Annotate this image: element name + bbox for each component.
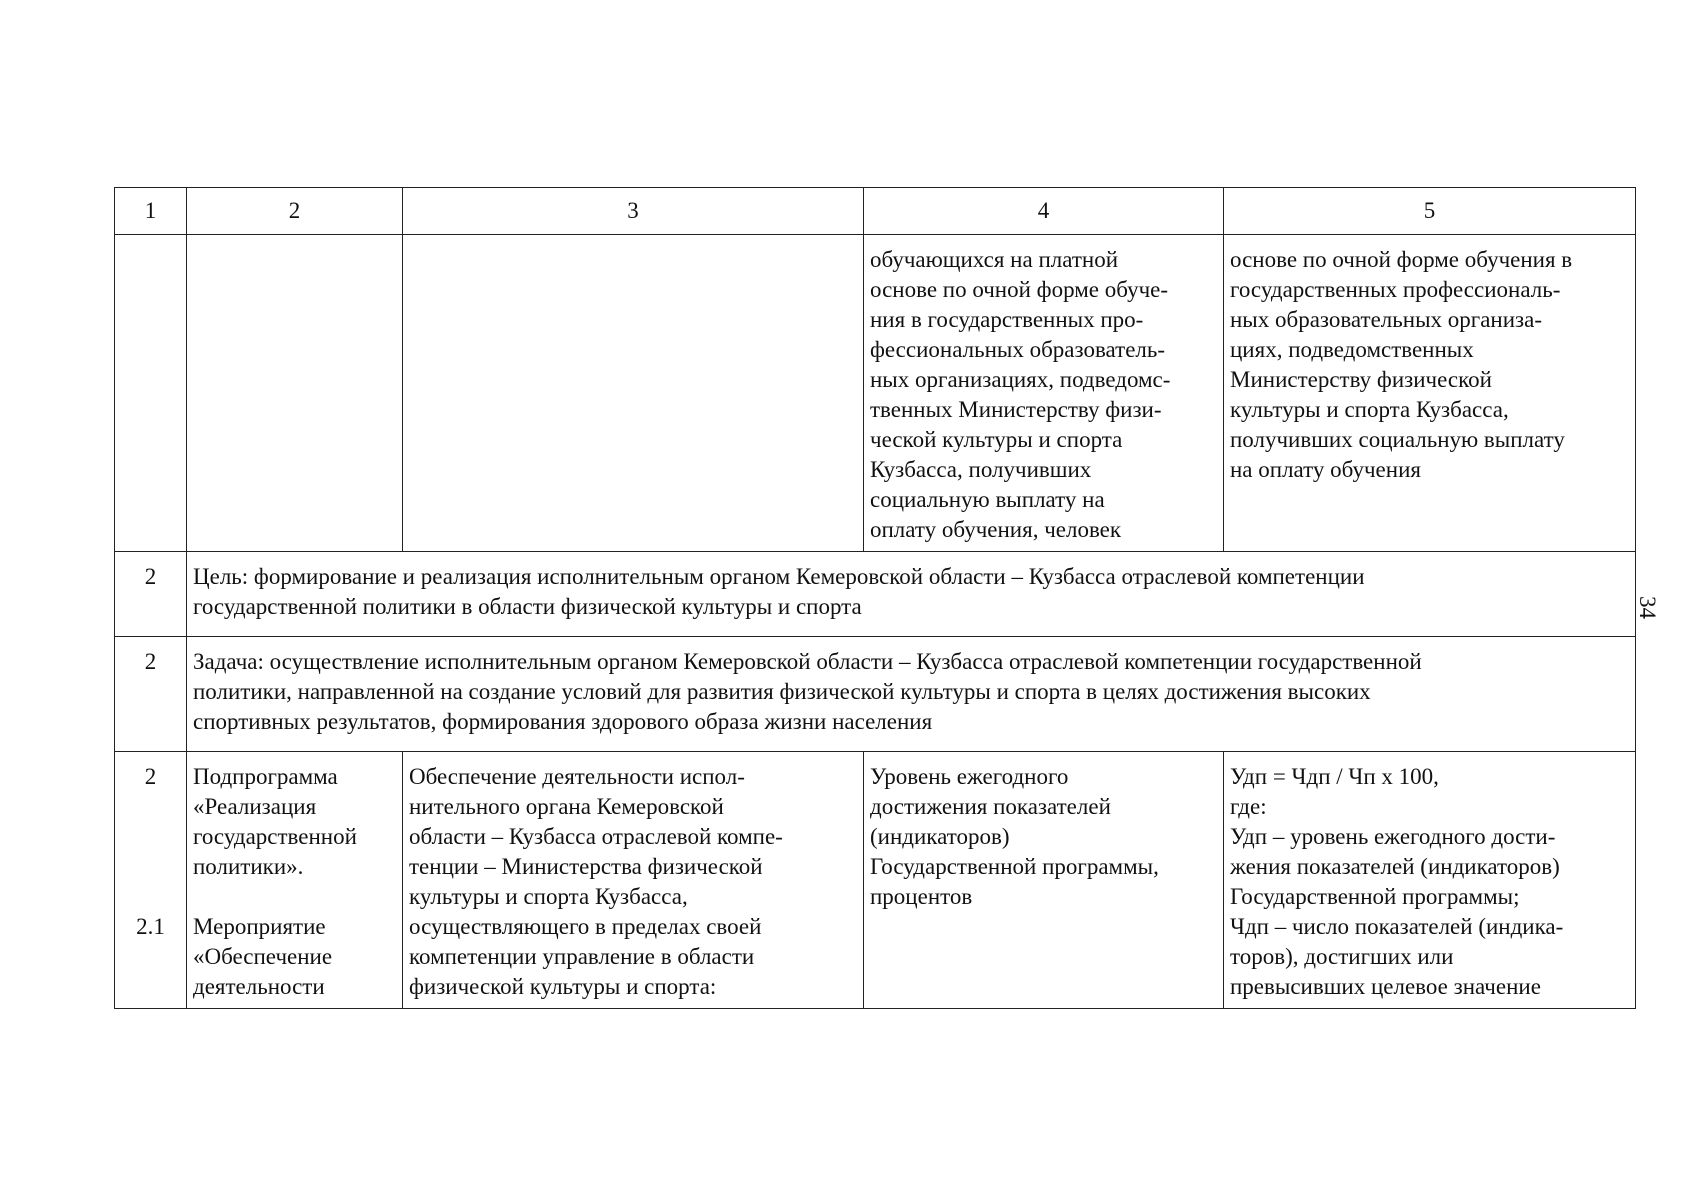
subprogram-name-cell: [187, 752, 403, 1009]
text-line: циях, подведомственных: [1230, 337, 1474, 362]
task-row: [115, 637, 1636, 752]
text-line: Задача: осуществление исполнительным органом Кемеровской области – Кузбасса отраслевой компетенции государственной: [193, 649, 1422, 674]
activity-description-cell: [403, 752, 864, 1009]
text-line: (индикаторов): [870, 824, 1010, 849]
indicator-name-cell: [864, 235, 1224, 552]
text-line: где:: [1230, 794, 1267, 819]
row-number: 2: [115, 552, 187, 637]
subprogram-row: [115, 752, 1636, 1009]
text-line: культуры и спорта Кузбасса,: [409, 884, 688, 909]
row-number-cell: [115, 752, 187, 1009]
text-line: Уровень ежегодного: [870, 764, 1069, 789]
page-number: 34: [1635, 596, 1660, 619]
text-line: Цель: формирование и реализация исполнительным органом Кемеровской области – Кузбасса отраслевой компетенции: [193, 564, 1365, 589]
text-line: основе по очной форме обуче-: [870, 277, 1169, 302]
text-line: Кузбасса, получивших: [870, 457, 1092, 482]
text-line: получивших социальную выплату: [1230, 427, 1565, 452]
text-line: культуры и спорта Кузбасса,: [1230, 397, 1509, 422]
text-line: деятельности: [193, 974, 325, 999]
text-line: твенных Министерству физи-: [870, 397, 1162, 422]
text-line: основе по очной форме обучения в: [1230, 247, 1573, 272]
row-number: 2.1: [136, 914, 165, 939]
text-line: Государственной программы;: [1230, 884, 1520, 909]
text-line: осуществляющего в пределах своей: [409, 914, 762, 939]
header-cell-1: 1: [115, 188, 187, 235]
goal-row: [115, 552, 1636, 637]
table-row: [115, 235, 1636, 552]
header-cell-3: 3: [403, 188, 864, 235]
text-line: области – Кузбасса отраслевой компе-: [409, 824, 783, 849]
text-line: превысивших целевое значение: [1230, 974, 1541, 999]
text-line: политики, направленной на создание условий для развития физической культуры и спорта в целях достижения высоких: [193, 679, 1371, 704]
text-line: «Обеспечение: [193, 944, 333, 969]
table-cell: [187, 235, 403, 552]
indicator-method-cell: [1224, 752, 1636, 1009]
header-cell-4: 4: [864, 188, 1224, 235]
text-line: политики».: [193, 854, 304, 879]
text-line: социальную выплату на: [870, 487, 1105, 512]
text-line: жения показателей (индикаторов): [1230, 854, 1560, 879]
table-cell: [115, 235, 187, 552]
text-line: «Реализация: [193, 794, 317, 819]
task-cell: [187, 637, 1636, 752]
text-line: Обеспечение деятельности испол-: [409, 764, 745, 789]
text-line: ных организациях, подведомс-: [870, 367, 1171, 392]
text-line: ческой культуры и спорта: [870, 427, 1123, 452]
text-line: ных образовательных организа-: [1230, 307, 1542, 332]
text-line: государственной: [193, 824, 357, 849]
goal-cell: [187, 552, 1636, 637]
text-line: оплату обучения, человек: [870, 517, 1122, 542]
text-line: Чдп – число показателей (индика-: [1230, 914, 1564, 939]
text-line: ния в государственных про-: [870, 307, 1144, 332]
text-line: государственных профессиональ-: [1230, 277, 1561, 302]
row-number: 2: [115, 637, 187, 752]
text-line: фессиональных образователь-: [870, 337, 1166, 362]
text-line: нительного органа Кемеровской: [409, 794, 724, 819]
text-line: государственной политики в области физической культуры и спорта: [193, 594, 862, 619]
text-line: Мероприятие: [193, 914, 326, 939]
text-line: спортивных результатов, формирования здорового образа жизни населения: [193, 709, 933, 734]
text-line: Подпрограмма: [193, 764, 338, 789]
indicator-name-cell: [864, 752, 1224, 1009]
text-line: Государственной программы,: [870, 854, 1159, 879]
header-cell-2: 2: [187, 188, 403, 235]
text-line: Удп – уровень ежегодного дости-: [1230, 824, 1556, 849]
text-line: обучающихся на платной: [870, 247, 1119, 272]
indicator-method-cell: [1224, 235, 1636, 552]
header-row: [115, 188, 1636, 235]
text-line: Министерству физической: [1230, 367, 1492, 392]
text-line: физической культуры и спорта:: [409, 974, 717, 999]
text-line: на оплату обучения: [1230, 457, 1421, 482]
header-cell-5: 5: [1224, 188, 1636, 235]
indicator-table: [114, 187, 1636, 1009]
text-line: компетенции управление в области: [409, 944, 755, 969]
text-line: торов), достигших или: [1230, 944, 1454, 969]
table-cell: [403, 235, 864, 552]
text-line: достижения показателей: [870, 794, 1111, 819]
text-line: Удп = Чдп / Чп х 100,: [1230, 764, 1439, 789]
row-number: 2: [144, 764, 157, 789]
text-line: тенции – Министерства физической: [409, 854, 763, 879]
text-line: процентов: [870, 884, 973, 909]
